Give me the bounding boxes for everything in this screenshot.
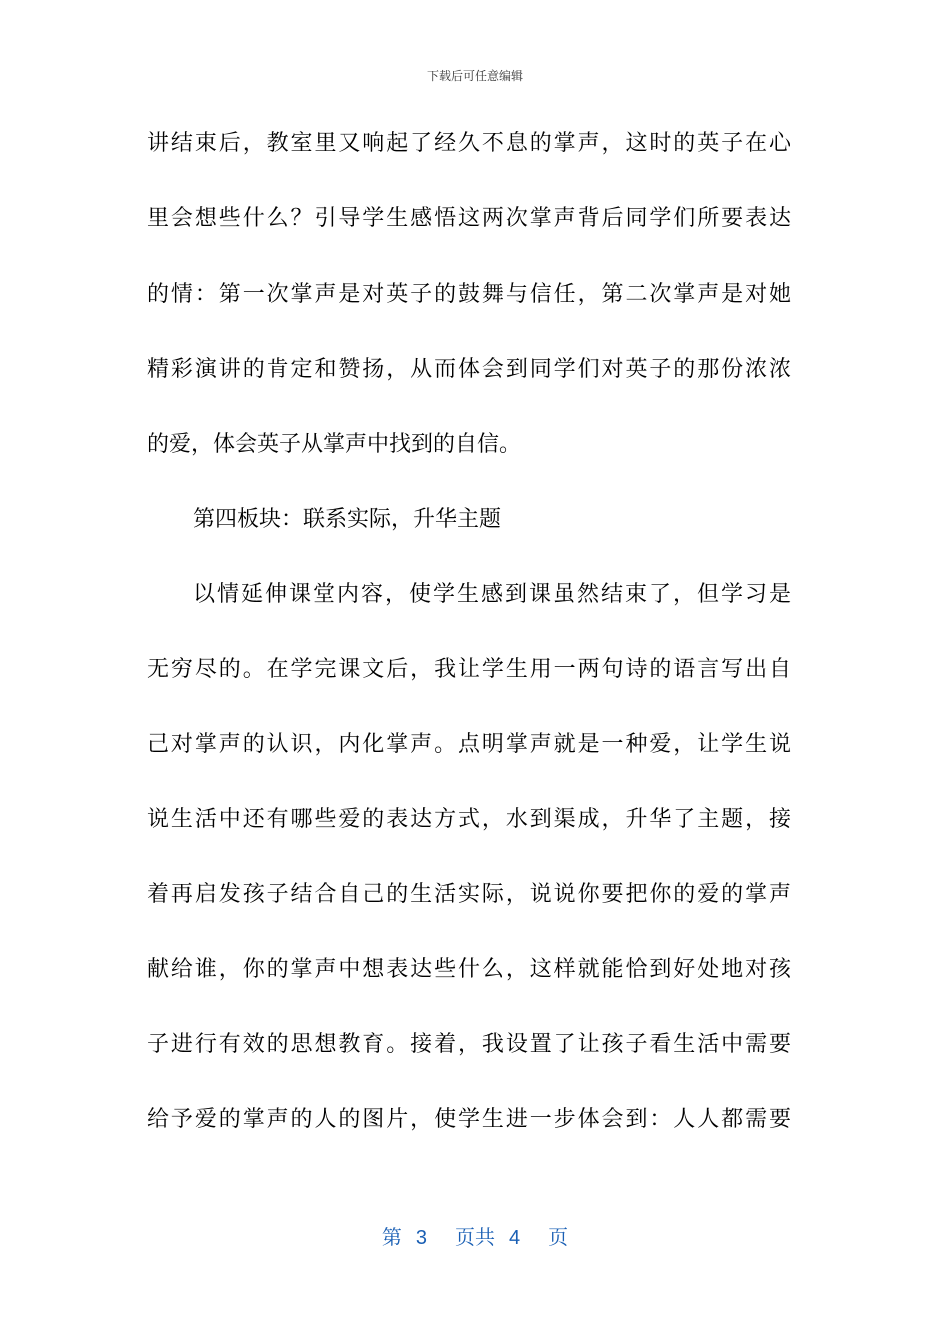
footer-prefix: 第 bbox=[381, 1227, 402, 1249]
text-line: 献给谁，你的掌声中想表达些什么，这样就能恰到好处地对孩 bbox=[147, 957, 791, 982]
text-line: 的爱，体会英子从掌声中找到的自信。 bbox=[147, 432, 522, 457]
total-page-count: 4 bbox=[509, 1227, 521, 1249]
current-page-number: 3 bbox=[415, 1227, 427, 1249]
page-footer bbox=[0, 1224, 950, 1252]
text-line: 子进行有效的思想教育。接着，我设置了让孩子看生活中需要 bbox=[147, 1032, 791, 1057]
text-line: 的情：第一次掌声是对英子的鼓舞与信任，第二次掌声是对她 bbox=[147, 282, 791, 307]
page-header: 下载后可任意编辑 bbox=[426, 69, 523, 83]
text-line: 给予爱的掌声的人的图片，使学生进一步体会到：人人都需要 bbox=[147, 1107, 791, 1132]
text-line: 以情延伸课堂内容，使学生感到课虽然结束了，但学习是 bbox=[193, 582, 791, 607]
text-line: 讲结束后，教室里又响起了经久不息的掌声，这时的英子在心 bbox=[147, 131, 791, 156]
text-line: 无穷尽的。在学完课文后，我让学生用一两句诗的语言写出自 bbox=[147, 657, 791, 682]
text-line: 里会想些什么？引导学生感悟这两次掌声背后同学们所要表达 bbox=[147, 206, 791, 231]
text-line: 精彩演讲的肯定和赞扬，从而体会到同学们对英子的那份浓浓 bbox=[147, 357, 791, 382]
footer-suffix: 页 bbox=[548, 1227, 569, 1249]
text-line: 说生活中还有哪些爱的表达方式，水到渠成，升华了主题，接 bbox=[147, 807, 791, 832]
section-heading: 第四板块：联系实际，升华主题 bbox=[193, 507, 502, 532]
text-line: 着再启发孩子结合自己的生活实际，说说你要把你的爱的掌声 bbox=[147, 882, 791, 907]
text-line: 己对掌声的认识，内化掌声。点明掌声就是一种爱，让学生说 bbox=[147, 732, 791, 757]
footer-middle: 页共 bbox=[455, 1227, 495, 1249]
